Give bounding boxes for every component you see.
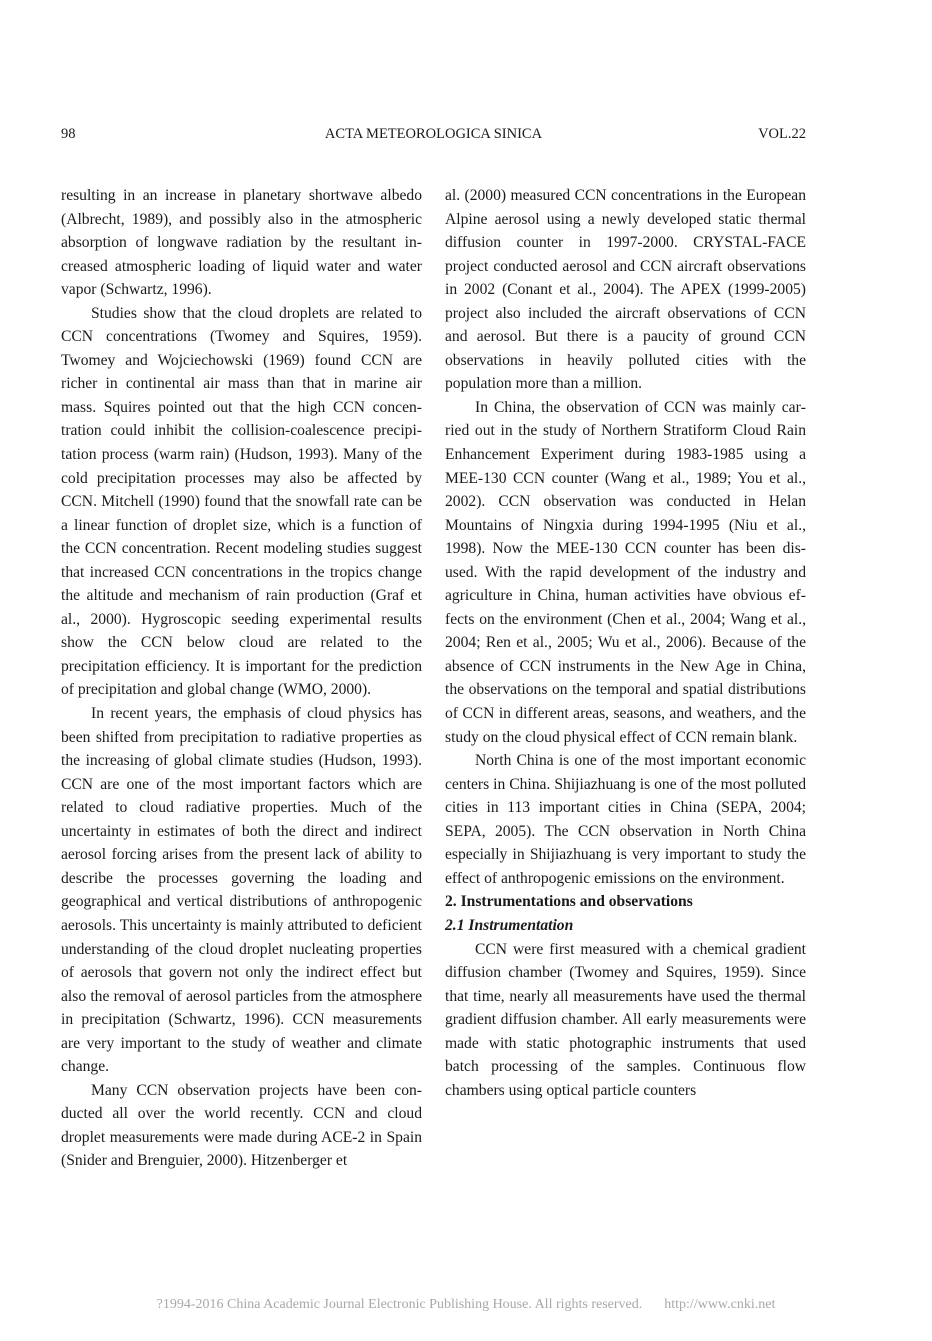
paragraph: Many CCN observation projects have been conducted all over the world recently. CCN and cloud droplet measurements were made during ACE-2 in Spain (Snider and Brenguier, 2000). Hitzenberger et	[61, 1081, 422, 1170]
paragraph: In China, the observation of CCN was mainly carried out in the study of Northern Stratiform Cloud Rain Enhancement Experiment during 1983-1985 using a MEE-130 CCN counter (Wang et al., 1989; You et al., 2002). CCN observation was conducted in Helan Mountains of Ningxia during 1994-1995 (Niu et al., 1998). Now the MEE-130 CCN counter has been disused. With the rapid development of the industry and agriculture in China, human activities have obvious effects on the environment (Chen et al., 2004; Wang et al., 2004; Ren et al., 2005; Wu et al., 2006). Because of the absence of CCN instruments in the New Age in China, the observations on the temporal and spatial distributions of CCN in different areas, seasons, and weathers, and the study on the cloud physical effect of CCN remain blank.	[445, 398, 806, 746]
running-header	[61, 126, 806, 146]
paragraph: al. (2000) measured CCN concentrations in the European Alpine aerosol using a newly developed static thermal diffusion counter in 1997-2000. CRYSTAL-FACE project conducted aerosol and CCN aircraft observations in 2002 (Conant et al., 2004). The APEX (1999-2005) project also included the aircraft observations of CCN and aerosol. But there is a paucity of ground CCN observations in heavily polluted cities with the population more than a million.	[445, 187, 806, 393]
left-column	[61, 184, 422, 1173]
section-heading: 2. Instrumentations and observations	[445, 893, 693, 911]
copyright-text: ?1994-2016 China Academic Journal Electronic Publishing House. All rights reserved.	[156, 1297, 643, 1312]
volume-label: VOL.22	[758, 126, 806, 142]
paragraph: Studies show that the cloud droplets are related to CCN concentrations (Twomey and Squires, 1959). Twomey and Wojciechowski (1969) found CCN are richer in continental air mass than that in marine air mass. Squires pointed out that the high CCN concentration could inhibit the collision-coalescence precipitation process (warm rain) (Hudson, 1993). Many of the cold precipitation processes may also be affected by CCN. Mitchell (1990) found that the snowfall rate can be a linear function of droplet size, which is a function of the CCN concentration. Recent modeling studies suggest that increased CCN concentrations in the tropics change the altitude and mechanism of rain production (Graf et al., 2000). Hygroscopic seeding experimental results show the CCN below cloud are related to the precipitation efficiency. It is important for the prediction of precipitation and global change (WMO, 2000).	[61, 304, 422, 699]
copyright-footer	[0, 1297, 932, 1313]
subsection-heading: 2.1 Instrumentation	[445, 916, 574, 934]
paragraph: CCN were first measured with a chemical gradient diffusion chamber (Twomey and Squires, 1959). Since that time, nearly all measurements have used the thermal gradient diffusion chamber. All early measurements were made with static photographic instruments that used batch processing of the samples. Continuous flow chambers using optical particle counters	[445, 940, 806, 1099]
paragraph: resulting in an increase in planetary shortwave albedo (Albrecht, 1989), and possibly also in the atmospheric absorption of longwave radiation by the resultant increased atmospheric loading of liquid water and water vapor (Schwartz, 1996).	[61, 187, 422, 299]
paragraph: North China is one of the most important economic centers in China. Shijiazhuang is one of the most polluted cities in 113 important cities in China (SEPA, 2004; SEPA, 2005). The CCN observation in North China especially in Shijiazhuang is very important to study the effect of anthropogenic emissions on the environment.	[445, 752, 806, 887]
page-number: 98	[61, 126, 76, 142]
footer-url[interactable]: http://www.cnki.net	[664, 1297, 776, 1312]
paragraph: In recent years, the emphasis of cloud physics has been shifted from precipitation to radiative properties as the increasing of global climate studies (Hudson, 1993). CCN are one of the most important factors which are related to cloud radiative properties. Much of the uncertainty in estimates of both the direct and indirect aerosol forcing arises from the present lack of ability to describe the processes governing the loading and geographical and vertical distributions of anthropogenic aerosols. This uncertainty is mainly attributed to deficient understanding of the cloud droplet nucleating properties of aerosols that govern not only the indirect effect but also the removal of aerosol particles from the atmosphere in precipitation (Schwartz, 1996). CCN measurements are very important to the study of weather and climate change.	[61, 705, 422, 1076]
journal-title: ACTA METEOROLOGICA SINICA	[324, 126, 543, 142]
right-column	[445, 184, 806, 1102]
